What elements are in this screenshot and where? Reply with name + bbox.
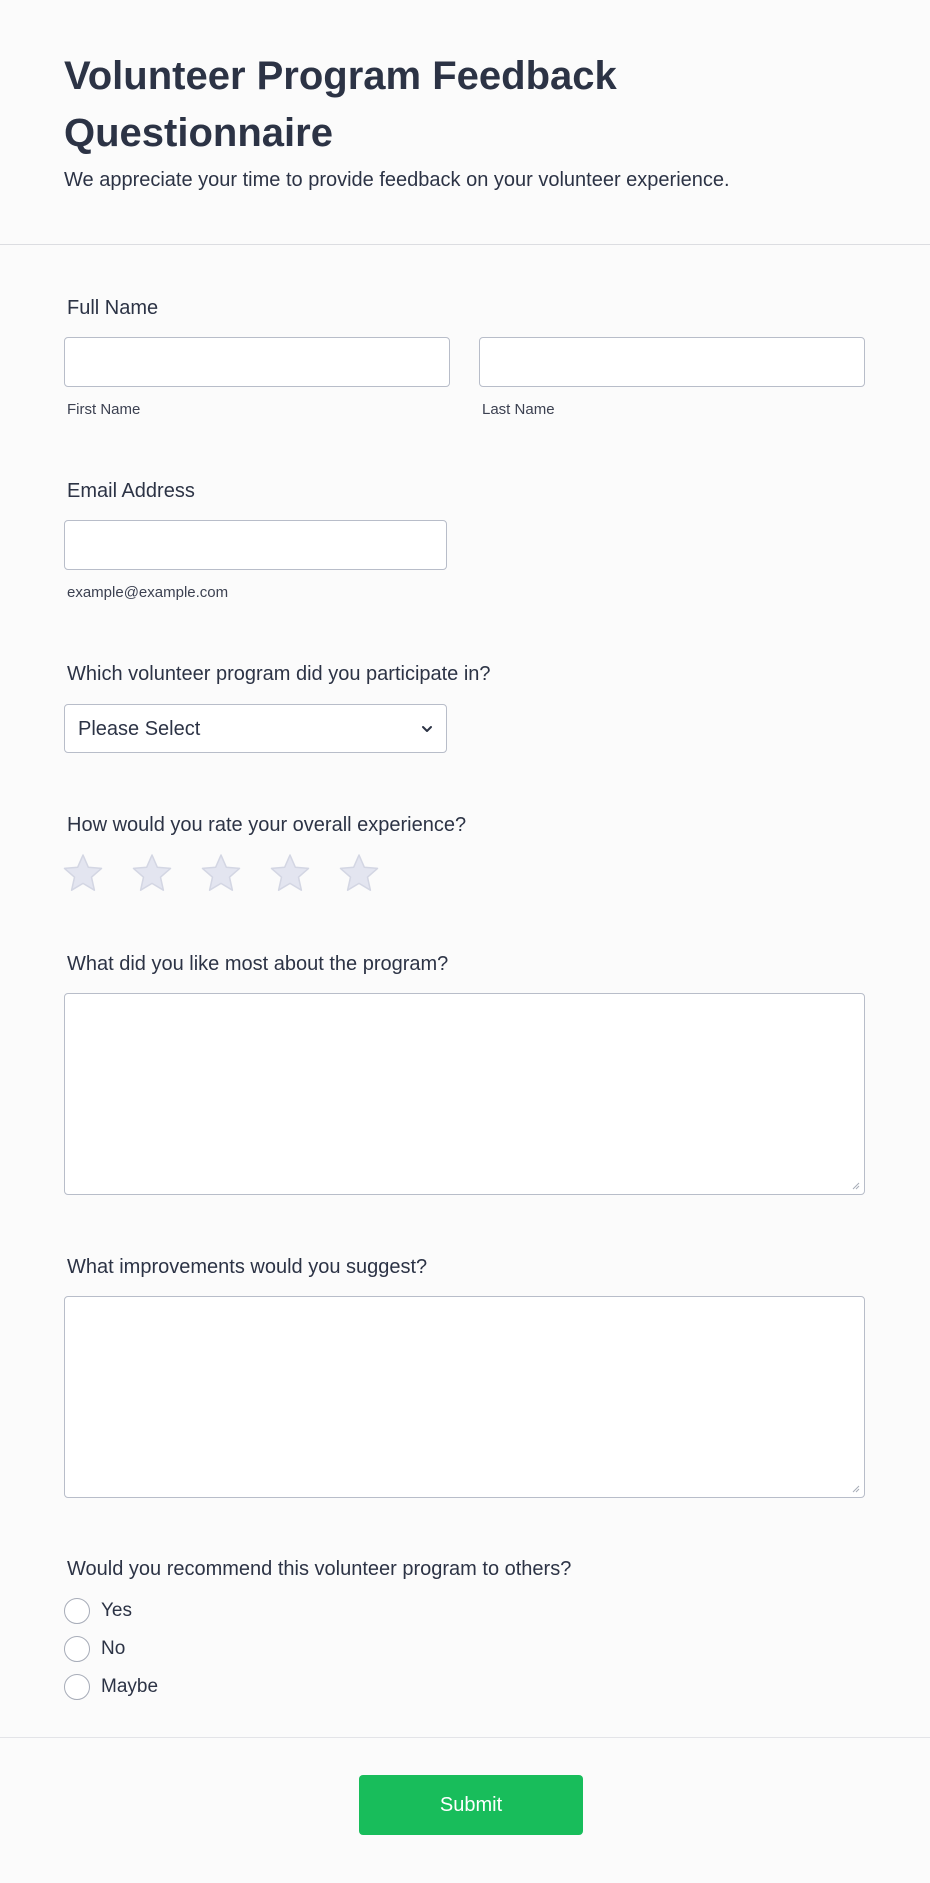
submit-button[interactable]: Submit [359,1775,583,1835]
last-name-sublabel: Last Name [482,401,555,418]
program-select[interactable] [64,704,447,753]
chevron-down-icon [420,722,434,736]
resize-grip-icon[interactable] [850,1180,860,1190]
radio-label-maybe: Maybe [101,1676,159,1697]
radio-option-no[interactable] [64,1636,264,1662]
star-icon[interactable] [200,852,242,894]
star-icon[interactable] [338,852,380,894]
recommend-label: Would you recommend this volunteer program to others? [67,1558,572,1580]
email-input[interactable] [64,520,447,570]
liked-label: What did you like most about the program? [67,953,449,975]
footer-divider [0,1737,930,1738]
star-icon[interactable] [62,852,104,894]
radio-label-yes: Yes [101,1600,132,1621]
form-subtitle: We appreciate your time to provide feedback on your volunteer experience. [64,169,730,191]
star-rating [62,852,392,894]
form-title: Volunteer Program Feedback Questionnaire [64,54,617,155]
radio-option-yes[interactable] [64,1598,264,1624]
improvements-label: What improvements would you suggest? [67,1256,428,1278]
star-icon[interactable] [131,852,173,894]
liked-textarea[interactable] [64,993,865,1195]
resize-grip-icon[interactable] [850,1483,860,1493]
full-name-label: Full Name [67,297,159,319]
form-header [0,0,930,245]
first-name-sublabel: First Name [67,401,141,418]
rating-label: How would you rate your overall experience? [67,814,467,836]
radio-button[interactable] [64,1636,90,1662]
first-name-input[interactable] [64,337,450,387]
program-label: Which volunteer program did you participate in? [67,663,491,685]
last-name-input[interactable] [479,337,865,387]
improvements-textarea[interactable] [64,1296,865,1498]
radio-option-maybe[interactable] [64,1674,264,1700]
program-select-value: Please Select [78,718,201,740]
radio-label-no: No [101,1638,126,1659]
email-sublabel: example@example.com [67,584,229,601]
star-icon[interactable] [269,852,311,894]
radio-button[interactable] [64,1674,90,1700]
radio-button[interactable] [64,1598,90,1624]
email-label: Email Address [67,480,195,502]
